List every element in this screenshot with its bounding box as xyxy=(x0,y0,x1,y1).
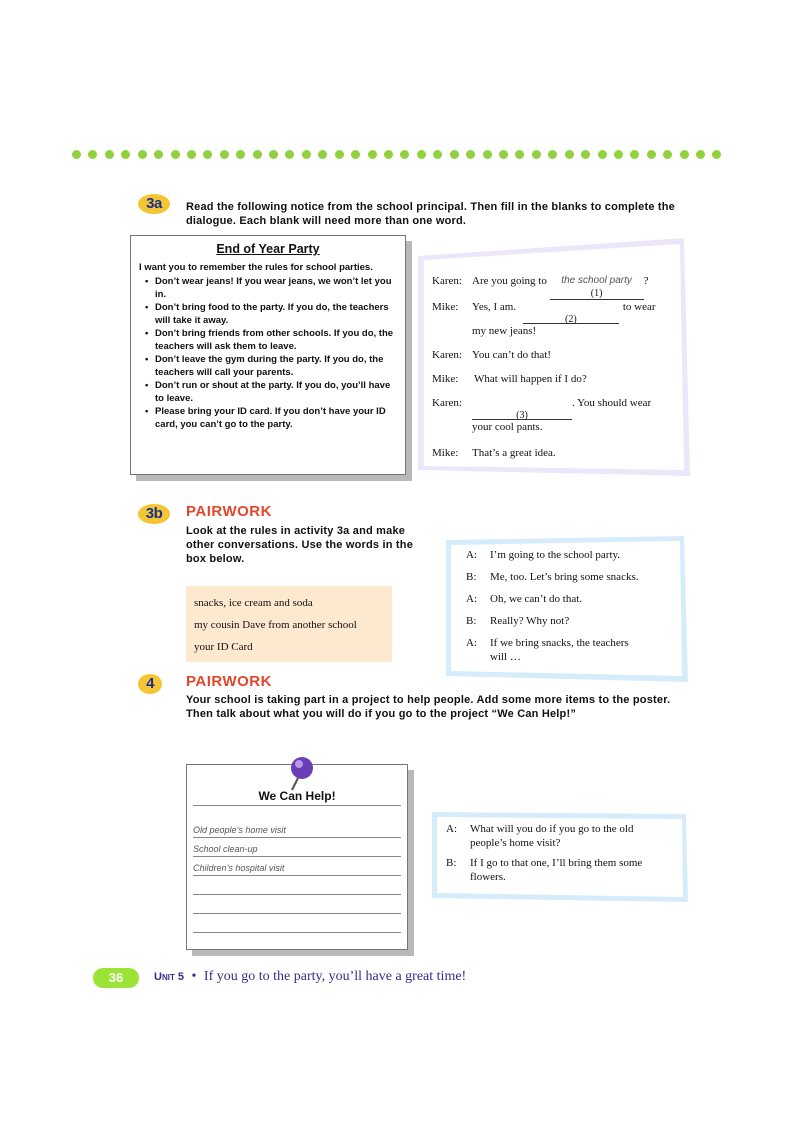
activity-3b-badge: 3b xyxy=(138,504,170,524)
dialogue-3a xyxy=(432,274,682,470)
speaker-karen: Karen: xyxy=(432,397,462,409)
page-number: 36 xyxy=(93,968,139,988)
blank-1-text: the school party xyxy=(561,275,632,286)
footer-unit-title: If you go to the party, you’ll have a great time! xyxy=(203,969,467,984)
blank-3 xyxy=(472,396,572,420)
dialogue-line: What will happen if I do? xyxy=(474,373,587,385)
blank-1-number: (1) xyxy=(590,288,603,299)
speaker-a: A: xyxy=(466,593,477,605)
dialogue-line: You can’t do that! xyxy=(472,349,552,361)
decorative-dot-row xyxy=(72,150,722,164)
notice-rule: • Don’t wear jeans! If you wear jeans, we won’t let you in. xyxy=(149,276,397,301)
question-mark: ? xyxy=(643,275,649,287)
conversation-line: Oh, we can’t do that. xyxy=(490,593,583,605)
speaker-mike: Mike: xyxy=(432,373,459,385)
footer-bullet: • xyxy=(191,969,197,984)
activity-4-instruction: Your school is taking part in a project to help people. Add some more items to the poster. Then talk about what you will do if you go to the project “We Can Help!” xyxy=(186,694,671,720)
dialogue-line: That’s a great idea. xyxy=(472,447,556,459)
speaker-a: A: xyxy=(446,823,457,835)
notice-rules xyxy=(139,276,397,431)
blank-2 xyxy=(523,300,619,324)
activity-4-title: PAIRWORK xyxy=(186,673,272,690)
notice-title: End of Year Party xyxy=(216,242,320,256)
notice-rule: • Don’t bring friends from other schools. If you do, the teachers will ask them to leave. xyxy=(149,328,397,353)
activity-3a-instruction: Read the following notice from the school principal. Then fill in the blanks to complete the dialogue. Each blank will need more than one word. xyxy=(186,201,675,227)
notice-intro: I want you to remember the rules for school parties. xyxy=(139,262,373,273)
speaker-a: A: xyxy=(466,637,477,649)
notice-rule: • Don’t run or shout at the party. If you do, you’ll have to leave. xyxy=(149,380,397,405)
dialogue-line: your cool pants. xyxy=(472,421,543,433)
blank-3-number: (3) xyxy=(516,410,528,421)
poster-item[interactable]: Old people’s home visit xyxy=(193,825,401,838)
conversation-line: Me, too. Let’s bring some snacks. xyxy=(490,571,639,583)
activity-3b-instruction: Look at the rules in activity 3a and make other conversations. Use the words in the box below. xyxy=(186,525,414,565)
conversation-line: If I go to that one, I’ll bring them some flowers. xyxy=(470,857,643,883)
word-box-item: my cousin Dave from another school xyxy=(194,619,357,631)
dialogue-line: to wear xyxy=(622,301,656,313)
footer-unit-line xyxy=(154,969,466,985)
dialogue-line: my new jeans! xyxy=(472,325,537,337)
speaker-mike: Mike: xyxy=(432,301,459,313)
word-box xyxy=(186,586,392,662)
push-pin-icon xyxy=(284,754,324,794)
conversation-line: Really? Why not? xyxy=(490,615,570,627)
activity-3b-title: PAIRWORK xyxy=(186,503,272,520)
speaker-mike: Mike: xyxy=(432,447,459,459)
dialogue-line: Are you going to xyxy=(472,275,547,287)
activity-3a-badge: 3a xyxy=(138,194,170,214)
dialogue-line: . You should wear xyxy=(572,397,652,409)
speaker-b: B: xyxy=(466,571,477,583)
notice-card xyxy=(130,235,406,475)
speaker-a: A: xyxy=(466,549,477,561)
blank-2-number: (2) xyxy=(565,314,577,325)
poster-item[interactable]: Children’s hospital visit xyxy=(193,863,401,876)
speaker-b: B: xyxy=(446,857,457,869)
word-box-item: your ID Card xyxy=(194,641,253,653)
conversation-3b xyxy=(466,548,678,664)
poster-title-rule xyxy=(193,805,401,806)
conversation-4 xyxy=(446,822,676,884)
speaker-karen: Karen: xyxy=(432,349,462,361)
notice-rule: • Don’t bring food to the party. If you do, the teachers will take it away. xyxy=(149,302,397,327)
notice-rule: • Please bring your ID card. If you don’t have your ID card, you can’t go to the party. xyxy=(149,406,397,431)
blank-1-answer xyxy=(550,274,644,300)
conversation-line: I’m going to the school party. xyxy=(490,549,621,561)
dialogue-line: Yes, I am. xyxy=(472,301,517,313)
notice-rule: • Don’t leave the gym during the party. If you do, the teachers will call your parents. xyxy=(149,354,397,379)
poster-blank-line[interactable] xyxy=(193,901,401,914)
activity-4-badge: 4 xyxy=(138,674,162,694)
conversation-line: If we bring snacks, the teachers will … xyxy=(490,637,629,663)
footer-unit: Unit 5 xyxy=(154,971,185,983)
conversation-line: What will you do if you go to the old people’s home visit? xyxy=(470,823,634,849)
poster-blank-line[interactable] xyxy=(193,920,401,933)
poster-blank-line[interactable] xyxy=(193,882,401,895)
poster-title: We Can Help! xyxy=(258,789,336,803)
word-box-item: snacks, ice cream and soda xyxy=(194,597,313,609)
poster-item[interactable]: School clean-up xyxy=(193,844,401,857)
speaker-b: B: xyxy=(466,615,477,627)
speaker-karen: Karen: xyxy=(432,275,462,287)
